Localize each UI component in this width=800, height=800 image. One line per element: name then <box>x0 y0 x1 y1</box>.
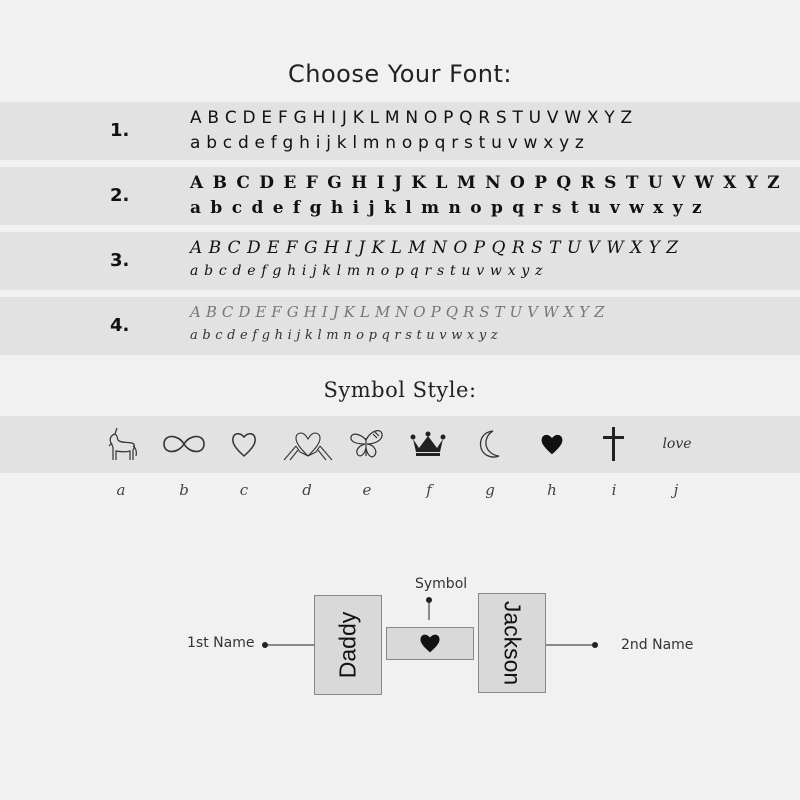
symbol-letter: j <box>673 481 679 499</box>
font-sample-lowercase: a b c d e f g h i j k l m n o p q r s t u v w x y z <box>190 198 705 218</box>
font-number: 4. <box>110 315 130 336</box>
symbol-letter: g <box>485 481 495 499</box>
font-number: 1. <box>110 120 130 141</box>
love-script-text: love <box>662 436 692 452</box>
first-name-box <box>314 595 382 695</box>
symbol-section-title: Symbol Style: <box>323 378 477 402</box>
second-name-label: 2nd Name <box>621 637 694 653</box>
font-sample-lowercase: a b c d e f g h i j k l m n o p q r s t u v w x y z <box>190 328 499 343</box>
symbol-letter: i <box>611 481 617 499</box>
symbol-box <box>386 627 474 660</box>
second-name-box <box>478 593 546 693</box>
font-sample-uppercase: A B C D E F G H I J K L M N O P Q R S T U V W X Y Z <box>190 303 606 321</box>
font-number: 3. <box>110 250 130 271</box>
font-number: 2. <box>110 185 130 206</box>
second-name-example: Jackson <box>499 600 526 686</box>
font-sample-lowercase: a b c d e f g h i j k l m n o p q r s t u v w x y z <box>190 263 544 279</box>
symbol-letter: f <box>426 481 432 499</box>
first-name-example: Daddy <box>334 611 361 679</box>
first-name-label: 1st Name <box>187 635 255 651</box>
symbol-letter: b <box>179 481 189 499</box>
font-sample-lowercase: a b c d e f g h i j k l m n o p q r s t u v w x y z <box>190 133 586 153</box>
symbol-letter: a <box>116 481 126 499</box>
symbol-label: Symbol <box>415 576 468 592</box>
symbol-letter: h <box>547 481 557 499</box>
heart-filled-icon <box>418 632 442 658</box>
font-sample-uppercase: A B C D E F G H I J K L M N O P Q R S T U V W X Y Z <box>190 108 634 128</box>
symbol-letter: d <box>302 481 312 499</box>
font-section-title: Choose Your Font: <box>288 60 512 88</box>
font-sample-uppercase: A B C D E F G H I J K L M N O P Q R S T U V W X Y Z <box>190 238 680 258</box>
symbol-letter: c <box>239 481 249 499</box>
font-sample-uppercase: A B C D E F G H I J K L M N O P Q R S T U V W X Y Z <box>190 173 783 193</box>
symbol-letter: e <box>362 481 372 499</box>
